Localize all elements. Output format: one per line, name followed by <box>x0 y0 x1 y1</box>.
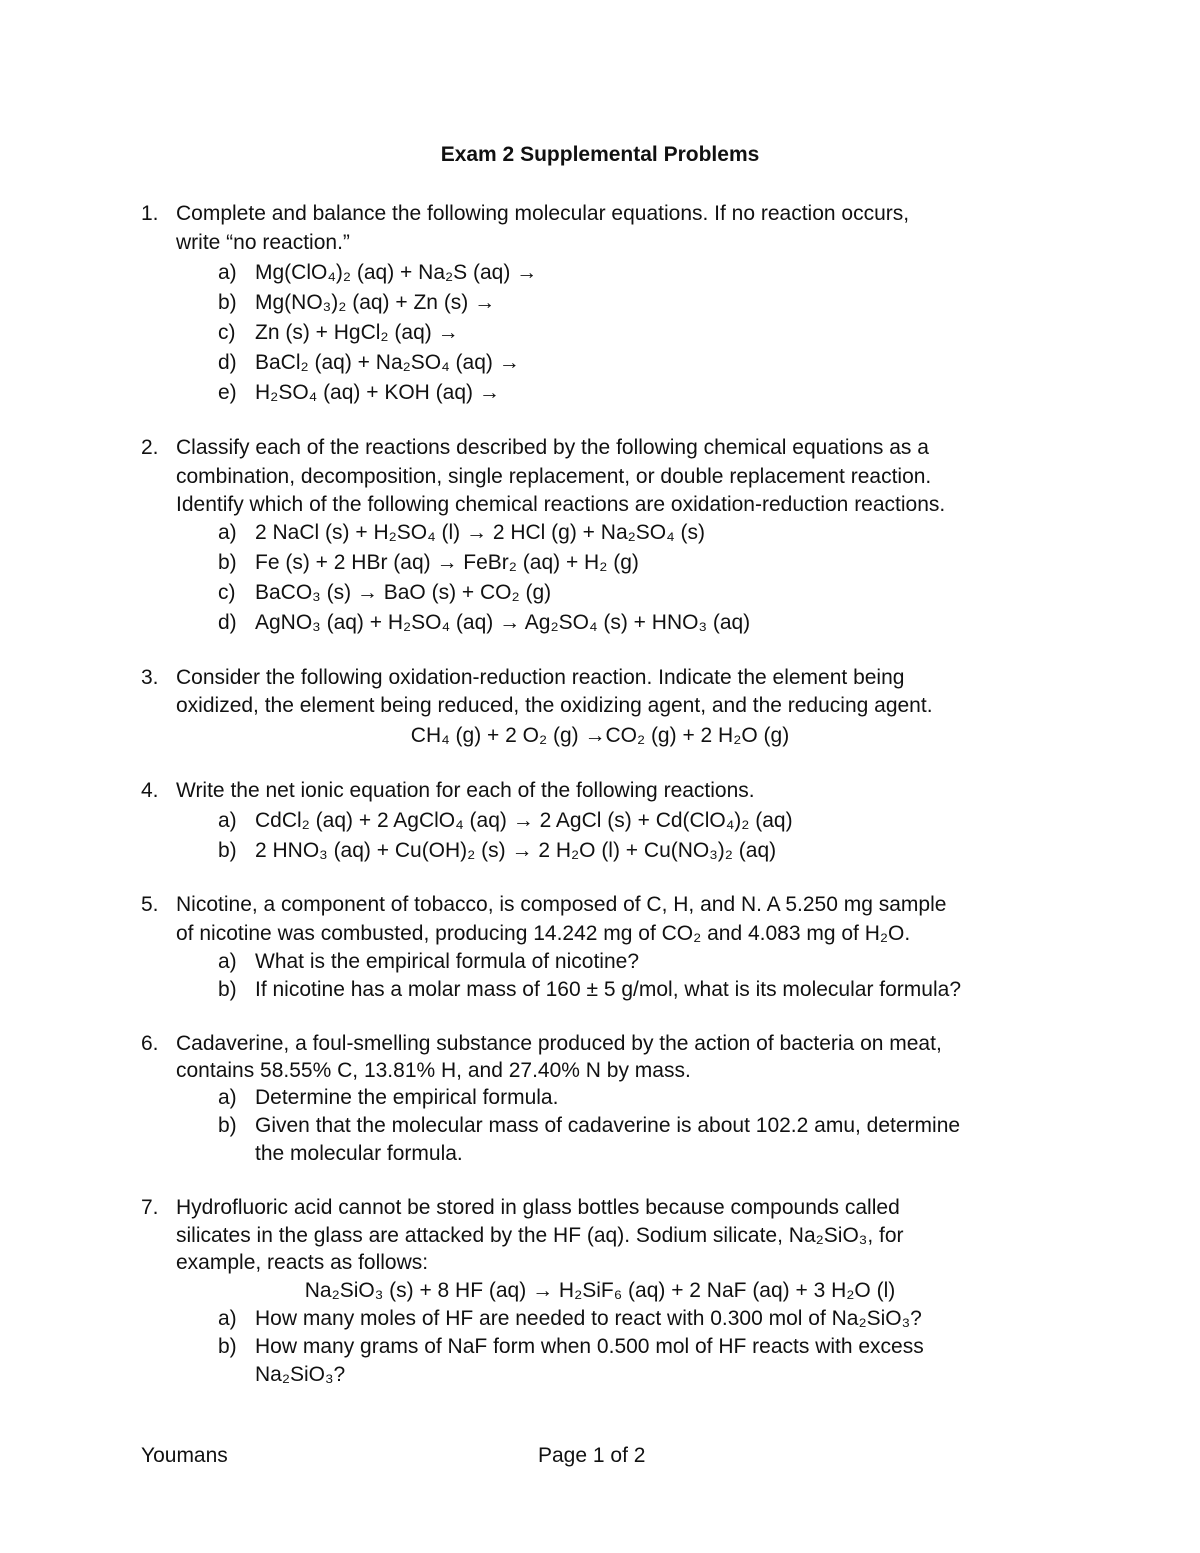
problem-2b-equation: Fe (s) + 2 HBr (aq) → FeBr₂ (aq) + H₂ (g) <box>255 551 639 574</box>
problem-1e-label: e) <box>218 381 237 404</box>
problem-7b-label: b) <box>218 1335 237 1358</box>
problem-2c-equation: BaCO₃ (s) → BaO (s) + CO₂ (g) <box>255 581 552 604</box>
problem-6-text-line: contains 58.55% C, 13.81% H, and 27.40% N by mass. <box>176 1059 691 1082</box>
problem-6-number: 6. <box>141 1032 159 1055</box>
problem-7a-label: a) <box>218 1307 237 1330</box>
problem-1-number: 1. <box>141 202 159 225</box>
problem-2-number: 2. <box>141 436 159 459</box>
problem-5a-question: What is the empirical formula of nicotine? <box>255 950 639 973</box>
problem-1d-equation: BaCl₂ (aq) + Na₂SO₄ (aq) → <box>255 351 520 374</box>
problem-1-text-line: Complete and balance the following molecular equations. If no reaction occurs, <box>176 202 910 225</box>
problem-1d-label: d) <box>218 351 237 374</box>
problem-1c-label: c) <box>218 321 236 344</box>
footer-page-number: Page 1 of 2 <box>538 1444 646 1467</box>
problem-4b-label: b) <box>218 839 237 862</box>
problem-7-text-line: Hydrofluoric acid cannot be stored in glass bottles because compounds called <box>176 1196 900 1219</box>
problem-6b-question: Given that the molecular mass of cadaverine is about 102.2 amu, determine <box>255 1114 961 1137</box>
problem-7-text-line: silicates in the glass are attacked by the HF (aq). Sodium silicate, Na₂SiO₃, for <box>176 1224 904 1247</box>
problem-4a-equation: CdCl₂ (aq) + 2 AgClO₄ (aq) → 2 AgCl (s) + Cd(ClO₄)₂ (aq) <box>255 809 793 832</box>
problem-3-text-line: oxidized, the element being reduced, the oxidizing agent, and the reducing agent. <box>176 694 933 717</box>
problem-3-equation: CH₄ (g) + 2 O₂ (g) →CO₂ (g) + 2 H₂O (g) <box>410 724 790 747</box>
problem-5-number: 5. <box>141 893 159 916</box>
problem-6b-question-continued: the molecular formula. <box>255 1142 463 1165</box>
problem-5b-question: If nicotine has a molar mass of 160 ± 5 g/mol, what is its molecular formula? <box>255 978 961 1001</box>
problem-4-text-line: Write the net ionic equation for each of the following reactions. <box>176 779 755 802</box>
problem-4a-label: a) <box>218 809 237 832</box>
problem-1c-equation: Zn (s) + HgCl₂ (aq) → <box>255 321 459 344</box>
problem-7b-question-continued: Na₂SiO₃? <box>255 1363 346 1386</box>
problem-2-text-line: combination, decomposition, single replacement, or double replacement reaction. <box>176 465 932 488</box>
problem-5-text-line: of nicotine was combusted, producing 14.242 mg of CO₂ and 4.083 mg of H₂O. <box>176 922 911 945</box>
problem-2d-label: d) <box>218 611 237 634</box>
problem-6a-label: a) <box>218 1086 237 1109</box>
problem-7b-question: How many grams of NaF form when 0.500 mol of HF reacts with excess <box>255 1335 924 1358</box>
problem-7-number: 7. <box>141 1196 159 1219</box>
problem-1a-label: a) <box>218 261 237 284</box>
problem-3-number: 3. <box>141 666 159 689</box>
problem-1a-equation: Mg(ClO₄)₂ (aq) + Na₂S (aq) → <box>255 261 538 284</box>
problem-6-text-line: Cadaverine, a foul-smelling substance produced by the action of bacteria on meat, <box>176 1032 942 1055</box>
problem-2b-label: b) <box>218 551 237 574</box>
problem-5b-label: b) <box>218 978 237 1001</box>
problem-6a-question: Determine the empirical formula. <box>255 1086 559 1109</box>
problem-6b-label: b) <box>218 1114 237 1137</box>
problem-3-text-line: Consider the following oxidation-reduction reaction. Indicate the element being <box>176 666 905 689</box>
problem-1e-equation: H₂SO₄ (aq) + KOH (aq) → <box>255 381 500 404</box>
problem-2-text-line: Identify which of the following chemical reactions are oxidation-reduction reactions. <box>176 493 946 516</box>
page-title: Exam 2 Supplemental Problems <box>440 143 760 166</box>
problem-5a-label: a) <box>218 950 237 973</box>
problem-4b-equation: 2 HNO₃ (aq) + Cu(OH)₂ (s) → 2 H₂O (l) + Cu(NO₃)₂ (aq) <box>255 839 777 862</box>
problem-2c-label: c) <box>218 581 236 604</box>
problem-1b-label: b) <box>218 291 237 314</box>
problem-1-text-line: write “no reaction.” <box>176 231 350 254</box>
problem-2-text-line: Classify each of the reactions described by the following chemical equations as a <box>176 436 929 459</box>
problem-7-text-line: example, reacts as follows: <box>176 1251 429 1274</box>
problem-4-number: 4. <box>141 779 159 802</box>
footer-author: Youmans <box>141 1444 228 1467</box>
problem-7a-question: How many moles of HF are needed to react with 0.300 mol of Na₂SiO₃? <box>255 1307 922 1330</box>
problem-5-text-line: Nicotine, a component of tobacco, is composed of C, H, and N. A 5.250 mg sample <box>176 893 947 916</box>
problem-2d-equation: AgNO₃ (aq) + H₂SO₄ (aq) → Ag₂SO₄ (s) + HNO₃ (aq) <box>255 611 751 634</box>
problem-7-equation: Na₂SiO₃ (s) + 8 HF (aq) → H₂SiF₆ (aq) + 2 NaF (aq) + 3 H₂O (l) <box>304 1279 896 1302</box>
problem-2a-equation: 2 NaCl (s) + H₂SO₄ (l) → 2 HCl (g) + Na₂SO₄ (s) <box>255 521 706 544</box>
problem-2a-label: a) <box>218 521 237 544</box>
problem-1b-equation: Mg(NO₃)₂ (aq) + Zn (s) → <box>255 291 496 314</box>
